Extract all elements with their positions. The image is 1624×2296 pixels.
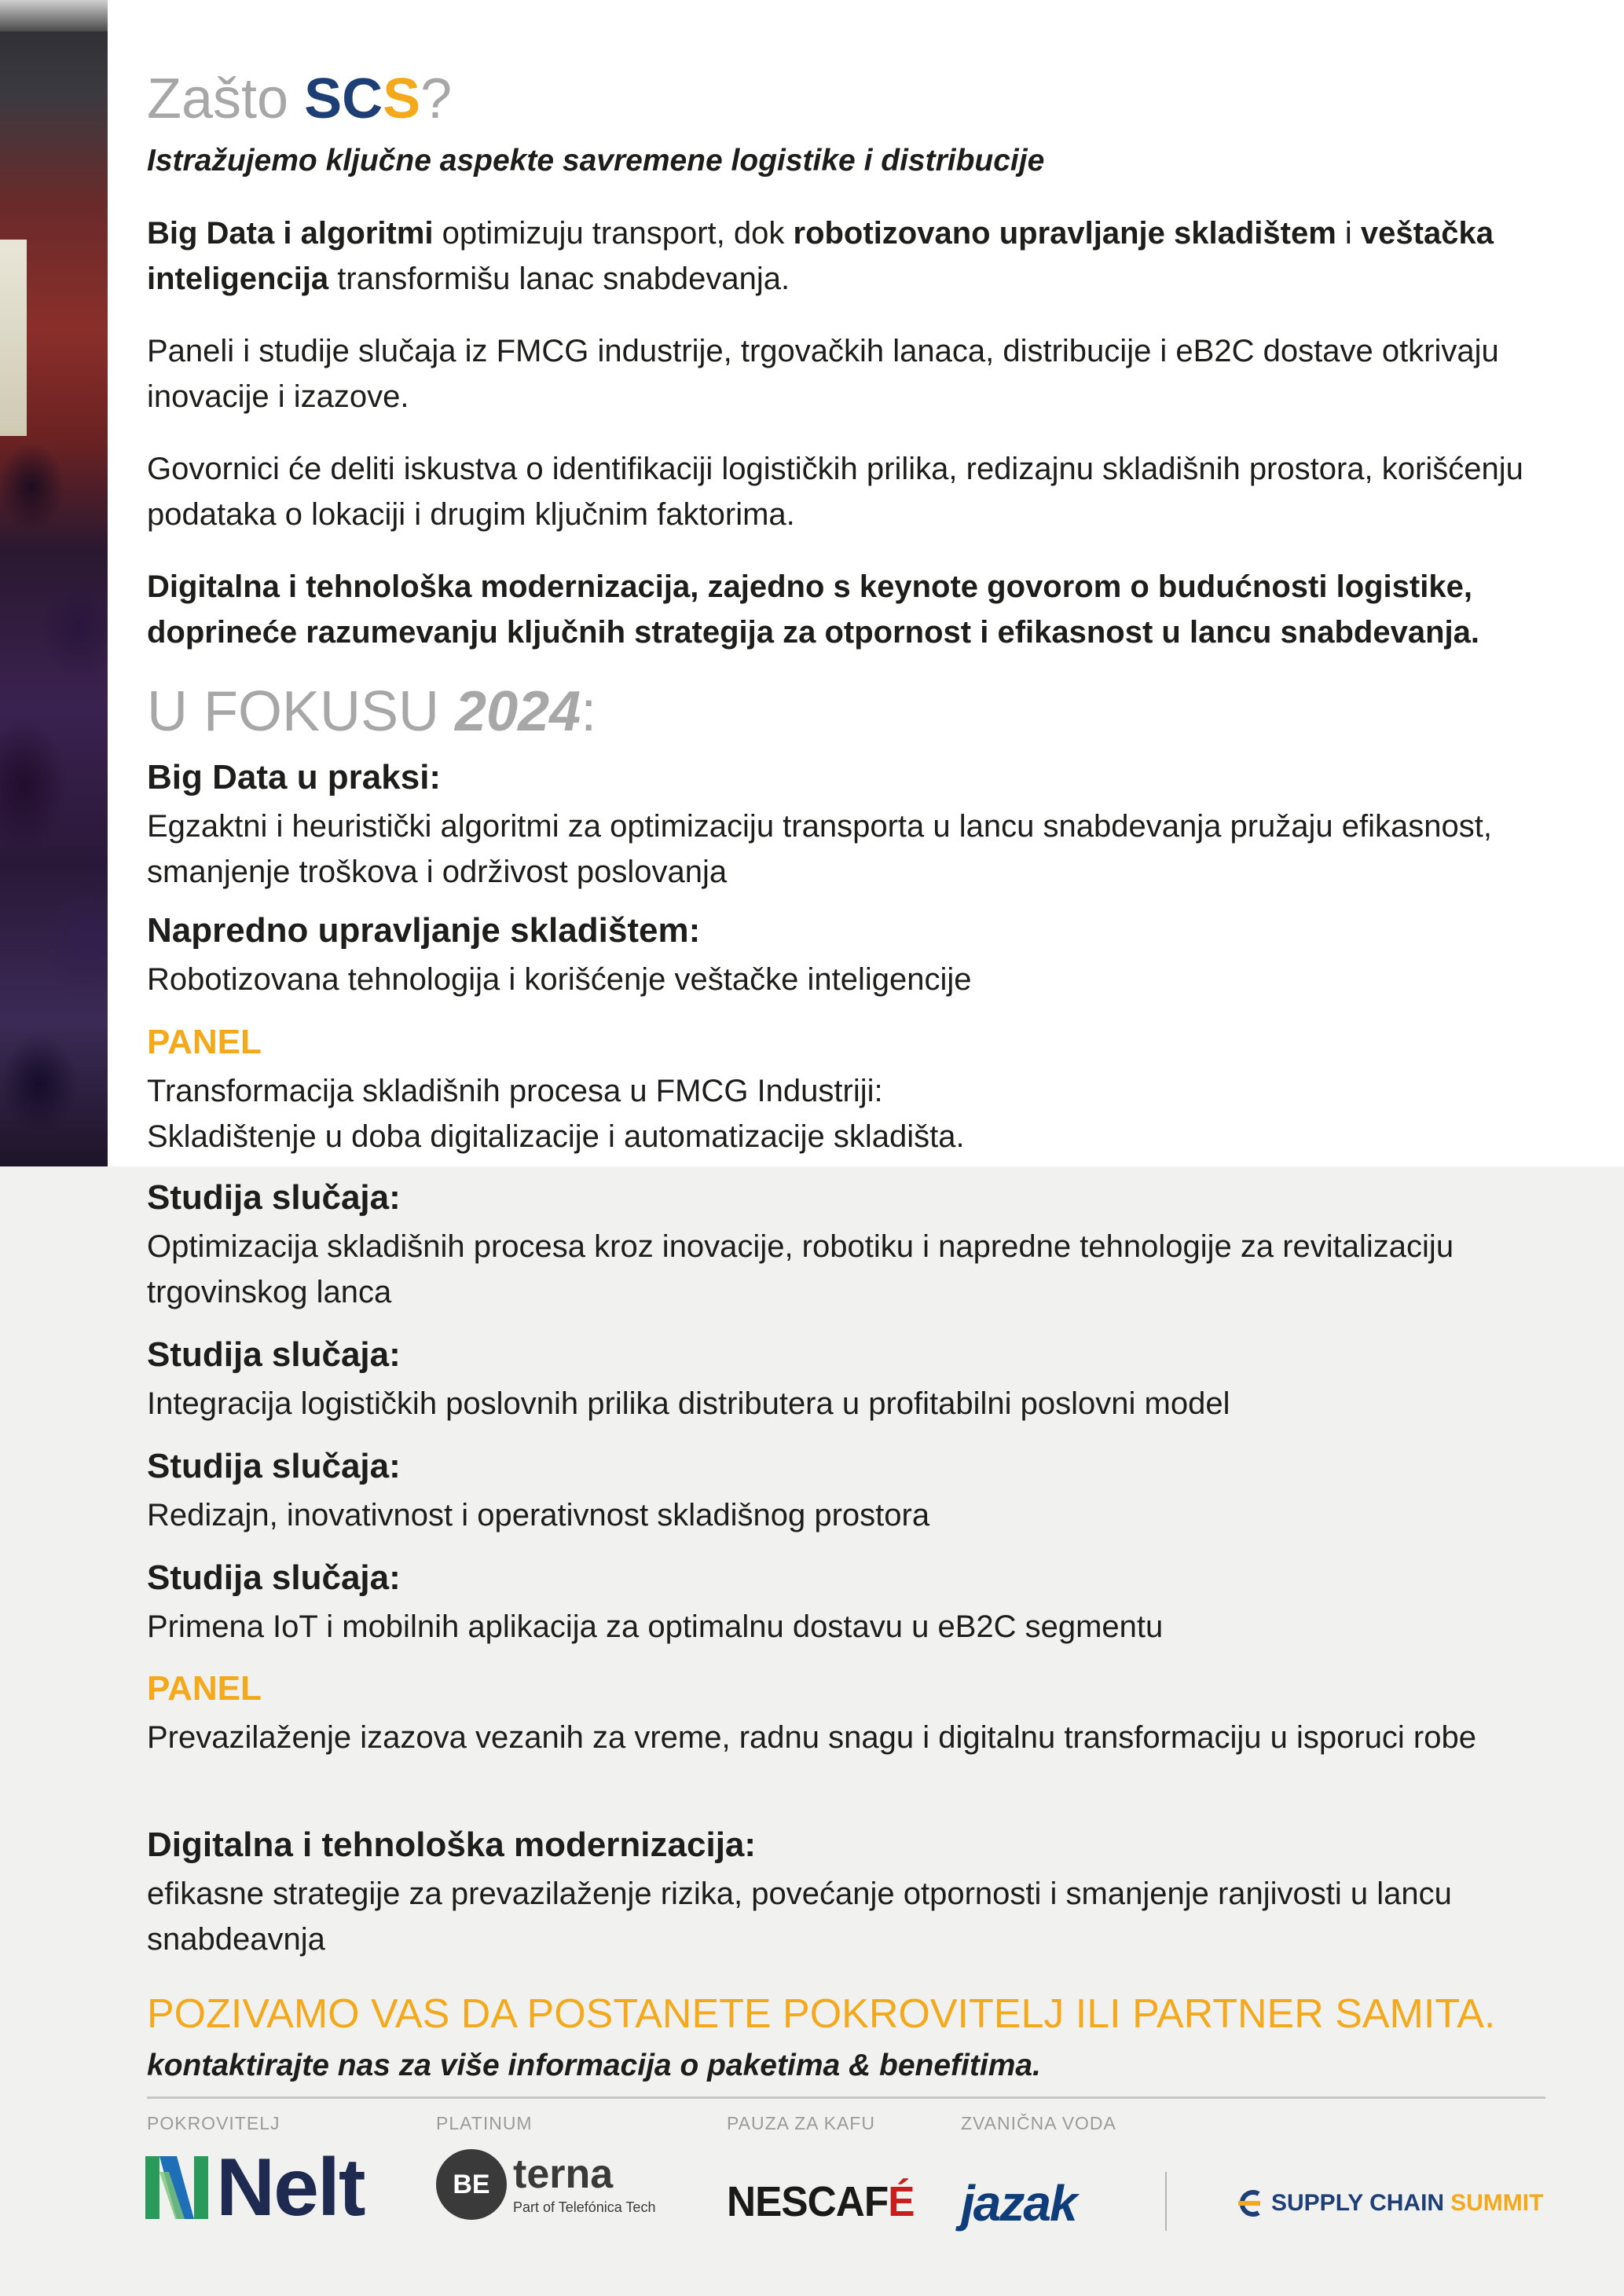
label-coffee: PAUZA ZA KAFU: [727, 2113, 875, 2133]
focus-item-body: Prevazilaženje izazova vezanih za vreme, radnu snagu i digitalnu transformaciju u isporuci robe: [147, 1720, 1476, 1755]
focus-item-body: efikasne strategije za prevazilaženje rizika, povećanje otpornosti i smanjenje ranjivosti u lancu snabdeavnja: [147, 1877, 1452, 1957]
focus-item-body: Redizajn, inovativnost i operativnost skladišnog prostora: [147, 1498, 930, 1532]
beterna-tagline: Part of Telefónica Tech: [513, 2199, 656, 2215]
focus-item-body: Robotizovana tehnologija i korišćenje veštačke inteligencije: [147, 962, 972, 997]
focus-item-title: Napredno upravljanje skladištem:: [147, 911, 701, 950]
why-scs-heading: Zašto SCS?: [147, 68, 453, 130]
cta-headline: POZIVAMO VAS DA POSTANETE POKROVITELJ ILI PARTNER SAMITA.: [147, 1991, 1496, 2037]
label-platinum: PLATINUM: [436, 2113, 533, 2133]
nescafe-logo: NESCAFÉ: [727, 2178, 915, 2225]
panel-label: PANEL: [147, 1023, 262, 1061]
photo-projector-screen: [0, 240, 27, 436]
panel-label: PANEL: [147, 1669, 262, 1708]
focus-item-title: Studija slučaja:: [147, 1178, 401, 1217]
focus-item-body: Egzaktni i heuristički algoritmi za optimizaciju transporta u lancu snabdevanja pružaju efikasnost, smanjenje troškova i održivost poslovanja: [147, 809, 1492, 889]
jazak-logo: jazak: [961, 2175, 1076, 2232]
nelt-logo: [145, 2142, 365, 2233]
intro-paragraph-4: Digitalna i tehnološka modernizacija, zajedno s keynote govorom o budućnosti logistike, doprineće razumevanju ključnih strategija za otpornost i efikasnost u lancu snabdevanja.: [147, 569, 1479, 650]
intro-paragraph-1: Big Data i algoritmi optimizuju transport, dok robotizovano upravljanje skladištem i veštačka inteligencija transformišu lanac snabdevanja.: [147, 216, 1494, 296]
focus-item-title: Studija slučaja:: [147, 1558, 401, 1597]
focus-item-body: Primena IoT i mobilnih aplikacija za optimalnu dostavu u eB2C segmentu: [147, 1609, 1164, 1644]
intro-paragraph-3: Govornici će deliti iskustva o identifikaciji logističkih prilika, redizajnu skladišnih prostora, korišćenju podataka o lokaciji i drugim ključnim faktorima.: [147, 452, 1523, 532]
beterna-wordmark: terna: [513, 2151, 614, 2197]
focus-item-title: Digitalna i tehnološka modernizacija:: [147, 1825, 757, 1864]
supply-chain-summit-logo: SUPPLY CHAIN SUMMIT: [1234, 2188, 1543, 2219]
focus-heading: U FOKUSU 2024:: [147, 680, 597, 743]
logo-divider: [1165, 2172, 1167, 2231]
conference-photo: [0, 0, 108, 1166]
subtitle: Istražujemo ključne aspekte savremene logistike i distribucije: [147, 144, 1045, 178]
beterna-logo: [436, 2149, 655, 2220]
focus-item-body: Transformacija skladišnih procesa u FMCG Industriji: Skladištenje u doba digitalizacije i automatizacije skladišta.: [147, 1074, 965, 1154]
focus-item-title: Big Data u praksi:: [147, 758, 442, 796]
label-water: ZVANIČNA VODA: [961, 2113, 1116, 2133]
nelt-mark-icon: [145, 2156, 208, 2219]
label-sponsor: POKROVITELJ: [147, 2113, 280, 2133]
photo-ceiling: [0, 0, 108, 31]
beterna-mark: BE: [436, 2149, 507, 2220]
sponsor-divider: [147, 2096, 1545, 2099]
intro-paragraph-2: Paneli i studije slučaja iz FMCG industrije, trgovačkih lanaca, distribucije i eB2C dostave otkrivaju inovacije i izazove.: [147, 334, 1499, 414]
cta-subline: kontaktirajte nas za više informacija o paketima & benefitima.: [147, 2049, 1041, 2082]
focus-item-title: Studija slučaja:: [147, 1335, 401, 1374]
focus-item-body: Optimizacija skladišnih procesa kroz inovacije, robotiku i napredne tehnologije za revitalizaciju trgovinskog lanca: [147, 1229, 1454, 1309]
scs-mark-icon: [1234, 2188, 1265, 2219]
nelt-wordmark: Nelt: [216, 2142, 365, 2233]
focus-item-body: Integracija logističkih poslovnih prilika distributera u profitabilni poslovni model: [147, 1386, 1230, 1421]
focus-item-title: Studija slučaja:: [147, 1447, 401, 1485]
